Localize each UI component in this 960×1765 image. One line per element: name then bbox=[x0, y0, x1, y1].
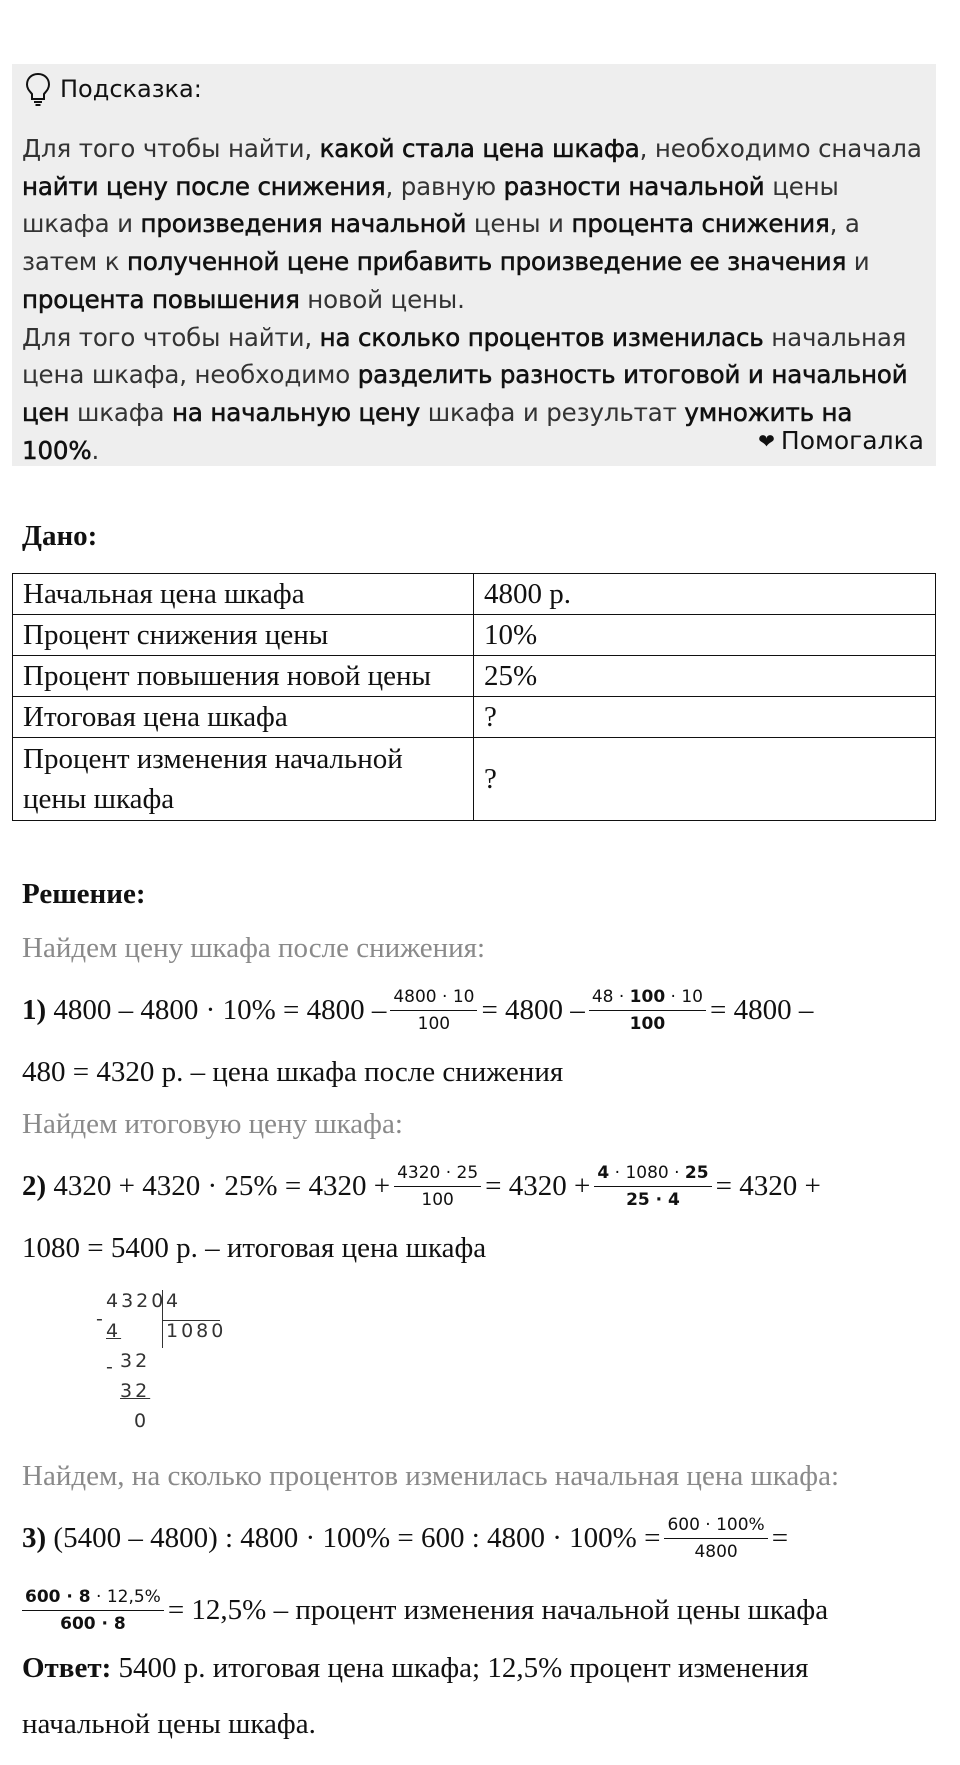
table-row bbox=[13, 615, 936, 656]
hint-emphasis: на сколько процентов изменилась bbox=[319, 322, 764, 352]
hint-emphasis: разделить разность итоговой и начальной цен bbox=[22, 360, 908, 427]
solution-note-3: Найдем, на сколько процентов изменилась начальная цена шкафа: bbox=[22, 1460, 840, 1492]
expression: 4320 + 4320 · 25% = 4320 + bbox=[53, 1170, 391, 1202]
hint-emphasis: разности начальной bbox=[503, 171, 765, 201]
fraction bbox=[390, 986, 477, 1035]
denominator: 100 bbox=[421, 1190, 454, 1210]
hint-paragraph-1 bbox=[22, 130, 932, 319]
step-3-line bbox=[22, 1514, 788, 1563]
hint-emphasis: полученной цене прибавить произведение ее значения bbox=[127, 247, 847, 277]
hint-emphasis: найти цену после снижения bbox=[22, 171, 386, 201]
hint-text-segment: и bbox=[846, 247, 870, 277]
hint-emphasis: умножить на 100% bbox=[22, 397, 853, 465]
hint-text-segment: , необходимо сначала bbox=[639, 134, 922, 163]
denominator: 100 bbox=[417, 1014, 451, 1034]
dividend: 4320 bbox=[106, 1290, 167, 1312]
hint-text-segment: цены и bbox=[466, 209, 572, 239]
expression: = 4320 + bbox=[485, 1170, 591, 1202]
minus-sign: - bbox=[106, 1356, 113, 1378]
brand-name: Помогалка bbox=[780, 426, 924, 455]
heart-icon: ❤ bbox=[758, 428, 775, 453]
brand-label bbox=[758, 426, 924, 455]
numerator-part: 48 · bbox=[591, 987, 630, 1007]
expression: = 4320 + bbox=[715, 1170, 821, 1202]
answer-line-2: начальной цены шкафа. bbox=[22, 1708, 316, 1740]
numerator-part: · 1080 · bbox=[609, 1163, 685, 1183]
numerator: 600 · 100% bbox=[664, 1514, 767, 1539]
long-division bbox=[96, 1290, 236, 1440]
cancelled-part: 600 · 8 bbox=[25, 1587, 91, 1607]
given-label: Процент повышения новой цены bbox=[13, 656, 474, 697]
subtrahend-2: 32 bbox=[120, 1380, 151, 1402]
cancelled-part: 100 bbox=[629, 987, 666, 1007]
subtrahend-1: 4 bbox=[106, 1320, 122, 1342]
hint-text-segment: , равную bbox=[385, 171, 504, 201]
denominator: 600 · 8 bbox=[60, 1614, 126, 1634]
hint-emphasis: какой стала цена шкафа bbox=[319, 134, 640, 163]
given-label: Итоговая цена шкафа bbox=[13, 697, 474, 738]
hint-text-segment: новой цены. bbox=[299, 284, 465, 314]
division-bar-horizontal bbox=[162, 1320, 220, 1321]
remainder-2: 0 bbox=[134, 1410, 150, 1432]
answer-label: Ответ: bbox=[22, 1652, 112, 1684]
hint-text-segment: шкафа bbox=[69, 397, 173, 427]
numerator bbox=[589, 986, 706, 1011]
hint-text-segment: шкафа и результат bbox=[420, 397, 685, 427]
hint-text-segment: Для того чтобы найти, bbox=[22, 322, 320, 352]
hint-box bbox=[12, 64, 936, 466]
division-bar-vertical bbox=[162, 1290, 163, 1348]
table-row bbox=[13, 697, 936, 738]
numerator bbox=[22, 1586, 164, 1611]
fraction bbox=[594, 1162, 711, 1211]
expression: = 12,5% – процент изменения начальной цены шкафа bbox=[167, 1594, 829, 1626]
given-heading: Дано: bbox=[22, 520, 98, 552]
cancelled-part: 25 bbox=[684, 1163, 709, 1183]
hint-emphasis: процента снижения bbox=[571, 209, 830, 239]
step-2-line bbox=[22, 1162, 821, 1211]
solution-note-1: Найдем цену шкафа после снижения: bbox=[22, 932, 486, 964]
numerator-part: · 12,5% bbox=[90, 1587, 161, 1607]
solution-note-2: Найдем итоговую цену шкафа: bbox=[22, 1108, 403, 1140]
step-1-continuation: 480 = 4320 р. – цена шкафа после снижения bbox=[22, 1056, 564, 1088]
expression: 4800 – 4800 · 10% = 4800 – bbox=[53, 994, 387, 1026]
given-table bbox=[12, 573, 936, 821]
expression: = bbox=[771, 1522, 789, 1554]
given-value: ? bbox=[474, 738, 936, 821]
table-row bbox=[13, 656, 936, 697]
numerator: 4800 · 10 bbox=[390, 986, 477, 1011]
given-value: 25% bbox=[474, 656, 936, 697]
hint-emphasis: произведения начальной bbox=[140, 209, 467, 239]
table-row bbox=[13, 738, 936, 821]
minus-sign: - bbox=[96, 1308, 103, 1330]
given-label: Начальная цена шкафа bbox=[13, 574, 474, 615]
step-1-line bbox=[22, 986, 813, 1035]
divisor: 4 bbox=[166, 1290, 182, 1312]
step-number: 1) bbox=[22, 994, 47, 1026]
fraction bbox=[22, 1586, 164, 1635]
fraction bbox=[394, 1162, 481, 1211]
given-value: ? bbox=[474, 697, 936, 738]
hint-title: Подсказка: bbox=[60, 75, 202, 103]
solution-heading: Решение: bbox=[22, 878, 146, 910]
step-2-continuation: 1080 = 5400 р. – итоговая цена шкафа bbox=[22, 1232, 487, 1264]
denominator: 25 · 4 bbox=[626, 1190, 680, 1210]
cancelled-part: 4 bbox=[597, 1163, 610, 1183]
step-number: 3) bbox=[22, 1522, 47, 1554]
given-value: 10% bbox=[474, 615, 936, 656]
denominator: 4800 bbox=[694, 1542, 738, 1562]
hint-text bbox=[22, 130, 932, 469]
hint-text-segment: Для того чтобы найти, bbox=[22, 134, 320, 163]
given-label: Процент изменения начальной цены шкафа bbox=[13, 738, 474, 821]
denominator: 100 bbox=[629, 1014, 666, 1034]
hint-emphasis: процента повышения bbox=[22, 284, 300, 314]
numerator bbox=[594, 1162, 711, 1187]
fraction bbox=[589, 986, 706, 1035]
step-number: 2) bbox=[22, 1170, 47, 1202]
hint-emphasis: на начальную цену bbox=[172, 397, 421, 427]
numerator: 4320 · 25 bbox=[394, 1162, 481, 1187]
remainder-1: 32 bbox=[120, 1350, 151, 1372]
hint-text-segment: начальная цена шкафа, необходимо bbox=[22, 322, 907, 390]
numerator-part: · 10 bbox=[665, 987, 703, 1007]
hint-text-segment: . bbox=[91, 435, 100, 465]
hint-header bbox=[24, 72, 202, 106]
fraction bbox=[664, 1514, 767, 1563]
answer-line-1 bbox=[22, 1652, 808, 1685]
expression: = 4800 – bbox=[710, 994, 814, 1026]
expression: = 4800 – bbox=[481, 994, 585, 1026]
quotient: 1080 bbox=[166, 1320, 227, 1342]
expression: (5400 – 4800) : 4800 · 100% = 600 : 4800 · 100% = bbox=[53, 1522, 661, 1554]
hint-text-segment: , а затем к bbox=[22, 209, 860, 277]
table-row bbox=[13, 574, 936, 615]
given-value: 4800 р. bbox=[474, 574, 936, 615]
lightbulb-icon bbox=[24, 72, 52, 106]
step-3-continuation bbox=[22, 1586, 828, 1635]
given-label: Процент снижения цены bbox=[13, 615, 474, 656]
hint-text-segment: цены шкафа и bbox=[22, 171, 839, 239]
answer-text: 5400 р. итоговая цена шкафа; 12,5% процент изменения bbox=[118, 1652, 809, 1684]
